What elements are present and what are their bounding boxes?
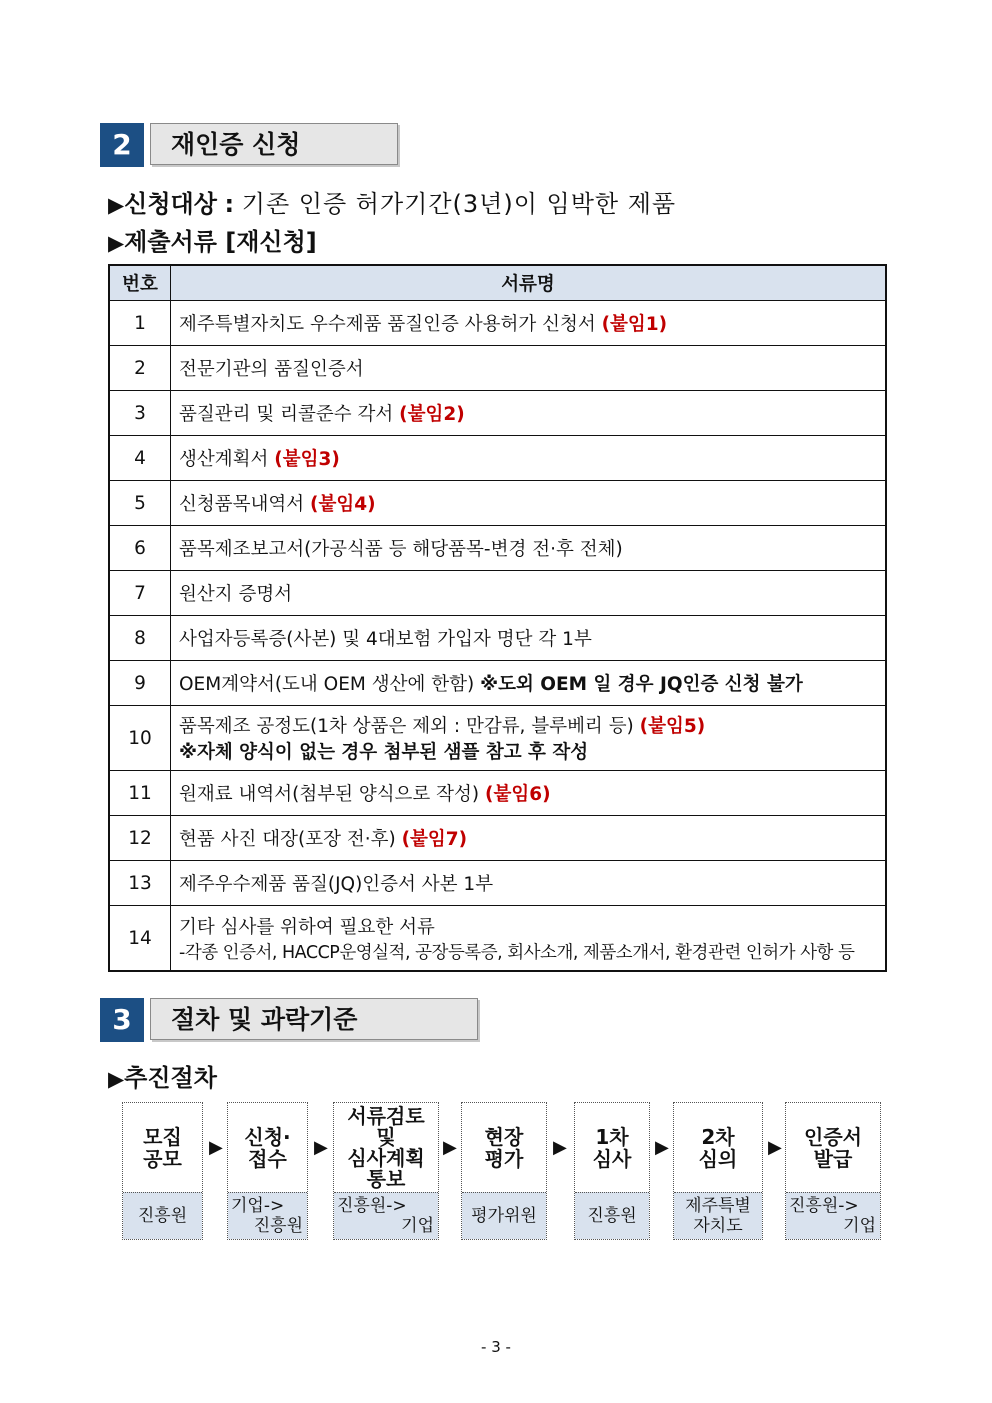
doc-name: 사업자등록증(사본) 및 4대보험 가입자 명단 각 1부 [179,629,592,650]
triangle-bullet-icon: ▶ [108,231,125,255]
doc-sub: -각종 인증서, HACCP운영실적, 공장등록증, 회사소개, 제품소개서, 환경관련 인허가 사항 등 [179,942,855,963]
flow-step-site-eval [461,1102,547,1240]
table-row [109,436,886,481]
flow-step-apply [227,1102,308,1240]
attachment-tag: (붙임2) [399,404,465,425]
row-name [171,481,887,526]
docs-line [108,222,317,257]
flow-step-title: 2차 심의 [698,1125,738,1171]
target-line [108,184,676,219]
row-no: 9 [109,661,171,706]
section-3-header [100,998,480,1042]
doc-name: 원산지 증명서 [179,584,293,605]
table-header-row [109,265,886,301]
section-2-header [100,123,400,167]
row-name [171,526,887,571]
doc-name: 제주우수제품 품질(JQ)인증서 사본 1부 [179,874,494,895]
row-no: 7 [109,571,171,616]
row-note: ※자체 양식이 없는 경우 첨부된 샘플 참고 후 작성 [179,742,589,763]
row-no: 1 [109,301,171,346]
section-title: 절차 및 과락기준 [150,998,478,1040]
row-no: 11 [109,771,171,816]
row-no: 13 [109,861,171,906]
row-name [171,661,887,706]
row-name [171,771,887,816]
row-name [171,906,887,972]
row-no: 8 [109,616,171,661]
attachment-tag: (붙임1) [601,314,668,335]
row-no: 6 [109,526,171,571]
row-name [171,301,887,346]
doc-name: 신청품목내역서 [179,494,305,515]
row-no: 3 [109,391,171,436]
row-no: 12 [109,816,171,861]
attachment-tag: (붙임5) [639,716,706,737]
flow-step-title: 서류검토 및 심사계획 통보 [347,1104,425,1191]
flow-step-title: 1차 심사 [592,1125,632,1171]
table-row [109,526,886,571]
attachment-tag: (붙임3) [274,449,340,470]
doc-name: 기타 심사를 위하여 필요한 서류 [179,916,435,938]
doc-name: 품질관리 및 리콜준수 각서 [179,404,394,425]
doc-name: OEM계약서(도내 OEM 생산에 한함) [179,674,475,695]
row-note: ※도외 OEM 일 경우 JQ인증 신청 불가 [480,674,803,695]
flow-step-title: 현장 평가 [484,1125,524,1171]
attachment-tag: (붙임7) [401,829,468,850]
section-number: 3 [100,998,144,1042]
triangle-bullet-icon: ▶ [108,193,125,217]
table-row [109,816,886,861]
header-name: 서류명 [171,265,887,301]
table-row [109,616,886,661]
header-no: 번호 [109,265,171,301]
doc-name: 원재료 내역서(첨부된 양식으로 작성) [179,784,480,805]
table-row [109,861,886,906]
target-text: 기존 인증 허가기간(3년)이 임박한 제품 [241,190,677,218]
table-row [109,571,886,616]
flow-step-owner: 진흥원-> 기업 [786,1192,880,1239]
flow-step-owner: 진흥원 [575,1192,649,1239]
table-row [109,706,886,771]
row-no: 2 [109,346,171,391]
flow-step-second-review [673,1102,763,1240]
table-row [109,906,886,972]
row-name [171,861,887,906]
docs-label: 제출서류 [재신청] [124,228,317,256]
attachment-tag: (붙임6) [485,784,551,805]
section-number: 2 [100,123,144,167]
documents-table [108,264,887,972]
flow-arrow-icon: ▶ [655,1137,669,1158]
triangle-bullet-icon: ▶ [108,1067,125,1091]
row-no: 5 [109,481,171,526]
flow-step-title: 신청· 접수 [244,1125,291,1171]
flow-step-owner: 진흥원 [123,1192,202,1239]
section-title: 재인증 신청 [150,123,398,165]
row-name [171,571,887,616]
row-name [171,706,887,771]
doc-name: 제주특별자치도 우수제품 품질인증 사용허가 신청서 [179,314,596,335]
flow-arrow-icon: ▶ [314,1137,328,1158]
flow-step-title: 모집 공모 [143,1125,182,1171]
flow-arrow-icon: ▶ [209,1137,223,1158]
flow-step-title: 인증서 발급 [804,1125,862,1171]
flow-step-owner: 제주특별 자치도 [674,1192,762,1239]
row-name [171,436,887,481]
table-row [109,661,886,706]
doc-name: 품목제조보고서(가공식품 등 해당품목-변경 전·후 전체) [179,539,623,560]
row-no: 4 [109,436,171,481]
flow-step-owner: 평가위원 [462,1192,546,1239]
page-number: - 3 - [481,1338,511,1356]
row-name [171,346,887,391]
flow-step-review [333,1102,439,1240]
doc-name: 생산계획서 [179,449,269,470]
target-sep: : [224,190,235,218]
flow-step-owner: 기업-> 진흥원 [228,1192,307,1239]
table-row [109,391,886,436]
table-row [109,301,886,346]
doc-name: 현품 사진 대장(포장 전·후) [179,829,396,850]
table-row [109,481,886,526]
table-row [109,346,886,391]
procedure-label: 추진절차 [124,1064,217,1092]
flow-arrow-icon: ▶ [768,1137,782,1158]
table-row [109,771,886,816]
doc-name: 품목제조 공정도(1차 상품은 제외 : 만감류, 블루베리 등) [179,716,634,737]
flow-arrow-icon: ▶ [553,1137,567,1158]
flow-step-recruit [122,1102,203,1240]
doc-name: 전문기관의 품질인증서 [179,359,364,380]
row-no: 10 [109,706,171,771]
flow-arrow-icon: ▶ [443,1137,457,1158]
row-no: 14 [109,906,171,972]
row-name [171,391,887,436]
flow-step-issue [785,1102,881,1240]
flow-step-owner: 진흥원-> 기업 [334,1192,438,1239]
target-label: 신청대상 [124,190,217,218]
attachment-tag: (붙임4) [310,494,376,515]
row-name [171,616,887,661]
procedure-line [108,1058,217,1093]
row-name [171,816,887,861]
flow-step-first-review [574,1102,650,1240]
